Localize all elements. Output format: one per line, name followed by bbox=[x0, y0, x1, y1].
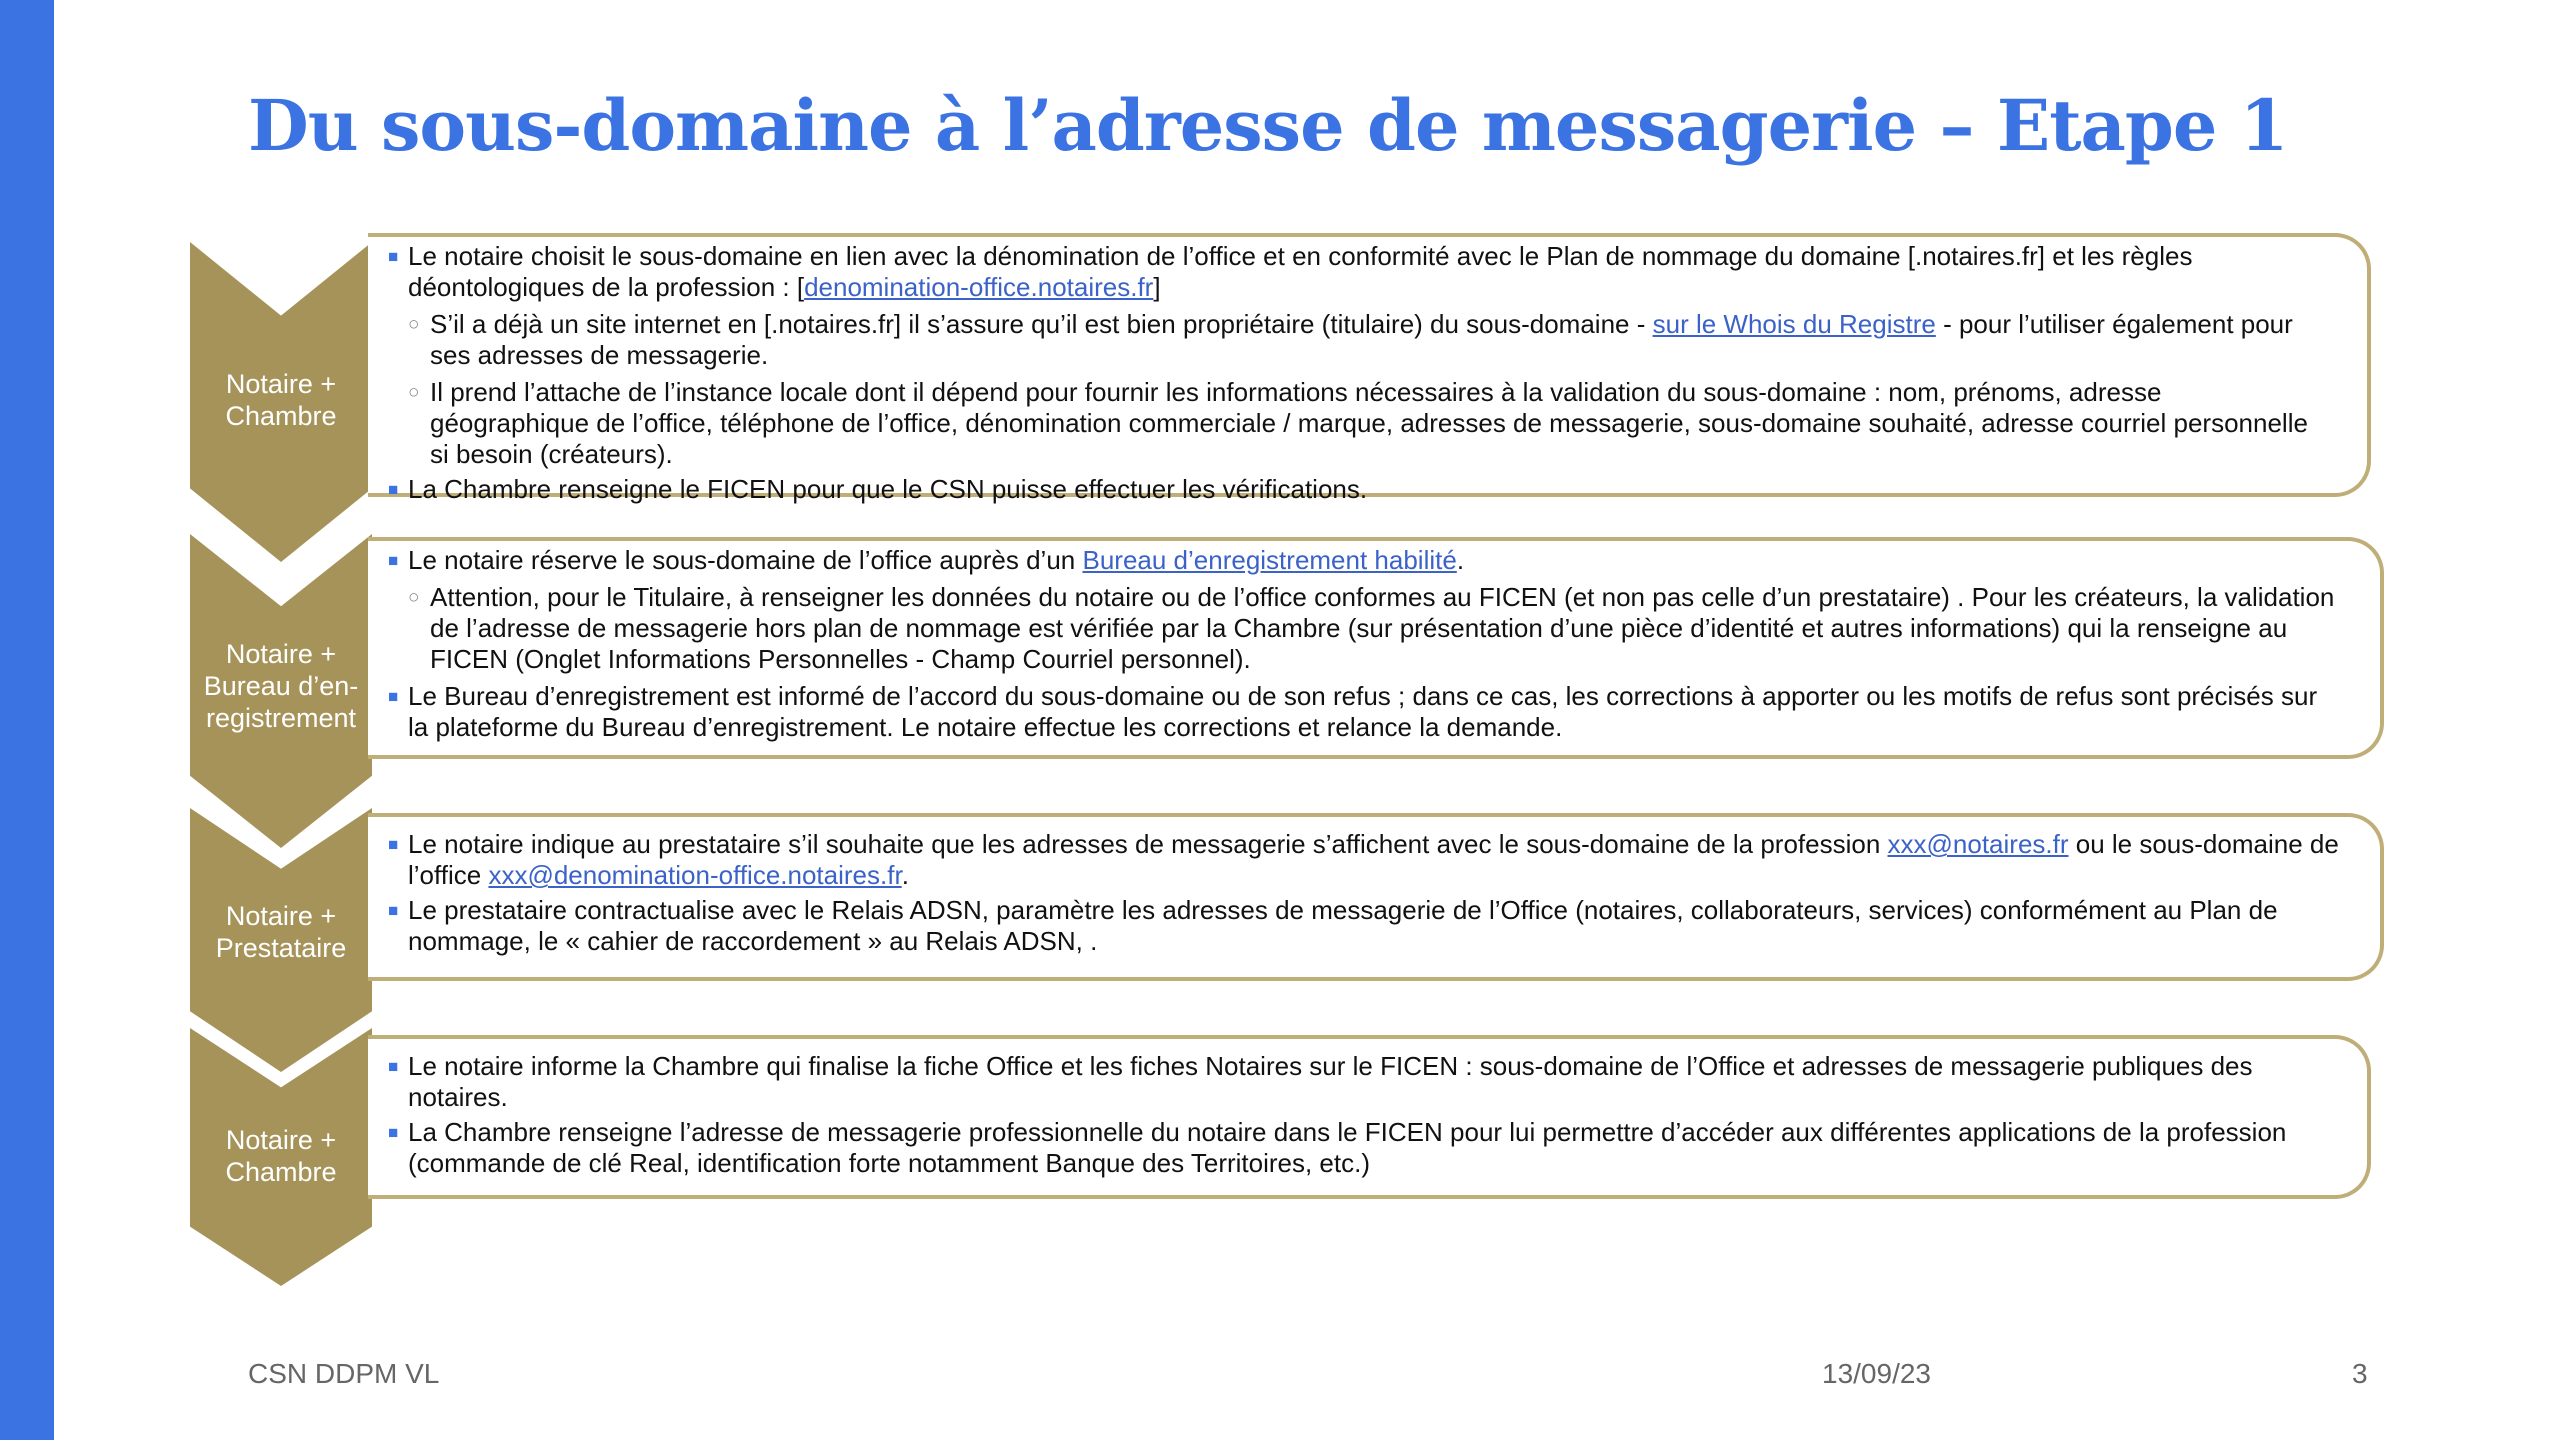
step-1-actor-label: Notaire + Chambre bbox=[225, 369, 337, 431]
slide-number: 3 bbox=[2352, 1358, 2368, 1389]
step-3-bullet-1: ■ Le notaire indique au prestataire s’il souhaite que les adresses de messagerie s’affichent avec le sous-domaine de la profession xxx@notaires.fr ou le sous-domaine de l’office xxx@denomination-office.notaires.fr. bbox=[388, 829, 2339, 890]
step-2-bullet-2: ■ Le Bureau d’enregistrement est informé de l’accord du sous-domaine ou de son refus ; dans ce cas, les corrections à apporter ou les motifs de refus sont précisés sur la plateforme du Bureau d’enregistrement. Le notaire effectue les corrections et relance la demande. bbox=[388, 681, 2318, 742]
step-2-actor-label: Notaire + Bureau d’en- registrement bbox=[203, 639, 359, 733]
step-3-content-box bbox=[368, 813, 2384, 981]
step-4-bullet-2: ■ La Chambre renseigne l’adresse de messagerie professionnelle du notaire dans le FICEN pour lui permettre d’accéder aux différentes applications de la profession (commande de clé Real, identification forte notamment Banque des Territoires, etc.) bbox=[388, 1117, 2287, 1178]
step-3-bullet-2: ■ Le prestataire contractualise avec le Relais ADSN, paramètre les adresses de messagerie de l’Office (notaires, collaborateurs, services) conformément au Plan de nommage, le « cahier de raccordement » au Relais ADSN, . bbox=[388, 895, 2278, 956]
step-2-sub-bullet-1: ○ Attention, pour le Titulaire, à renseigner les données du notaire ou de l’office conformes au FICEN (et non pas celle d’un prestataire) . Pour les créateurs, la validation de l’adresse de messagerie hors plan de nommage est vérifiée par la Chambre (sur présentation d’une pièce d’identité et autres informations) qui la renseigne au FICEN (Onglet Informations Personnelles - Champ Courriel personnel). bbox=[408, 582, 2335, 674]
step-1-sub-bullet-1: ○ S’il a déjà un site internet en [.notaires.fr] il s’assure qu’il est bien propriétaire (titulaire) du sous-domaine - sur le Whois du Registre - pour l’utiliser également pour ses adresses de messagerie. bbox=[408, 309, 2293, 370]
slide-title: Du sous-domaine à l’adresse de messagerie – Etape 1 bbox=[248, 84, 2288, 167]
accent-side-bar bbox=[0, 0, 54, 1440]
denomination-office-link[interactable]: denomination-office.notaires.fr bbox=[804, 272, 1154, 302]
step-2-chevron bbox=[190, 534, 372, 848]
xxx-denomination-office-email-link[interactable]: xxx@denomination-office.notaires.fr bbox=[488, 860, 902, 890]
step-4-content-box bbox=[368, 1035, 2371, 1199]
bureau-enregistrement-link[interactable]: Bureau d’enregistrement habilité bbox=[1082, 545, 1457, 575]
footer-date: 13/09/23 bbox=[1822, 1358, 1931, 1389]
step-1-bullet-1: ■ Le notaire choisit le sous-domaine en lien avec la dénomination de l’office et en conformité avec le Plan de nommage du domaine [.notaires.fr] et les règles déontologiques de la profession : [denomination-office.notaires.fr] bbox=[388, 241, 2193, 302]
step-3-actor-label: Notaire + Prestataire bbox=[215, 901, 347, 963]
step-4-bullet-1: ■ Le notaire informe la Chambre qui finalise la fiche Office et les fiches Notaires sur le FICEN : sous-domaine de l’Office et adresses de messagerie publiques des notaires. bbox=[388, 1051, 2253, 1112]
step-4-chevron bbox=[190, 1028, 372, 1286]
step-1-sub-bullet-2: ○ Il prend l’attache de l’instance locale dont il dépend pour fournir les informations nécessaires à la validation du sous-domaine : nom, prénoms, adresse géographique de l’office, téléphone de l’office, dénomination commerciale / marque, adresses de messagerie, sous-domaine souhaité, adresse courriel personnelle si besoin (créateurs). bbox=[408, 377, 2308, 469]
xxx-notaires-email-link[interactable]: xxx@notaires.fr bbox=[1887, 829, 2069, 859]
step-1-bullet-2: ■ La Chambre renseigne le FICEN pour que le CSN puisse effectuer les vérifications. bbox=[388, 474, 1368, 504]
footer-text: CSN DDPM VL bbox=[248, 1358, 440, 1389]
step-1-content-box bbox=[368, 233, 2371, 504]
step-2-content-box bbox=[368, 537, 2384, 759]
whois-registre-link[interactable]: sur le Whois du Registre bbox=[1652, 309, 1936, 339]
step-2-bullet-1: ■ Le notaire réserve le sous-domaine de l’office auprès d’un Bureau d’enregistrement habilité. bbox=[388, 545, 1465, 575]
step-4-actor-label: Notaire + Chambre bbox=[225, 1125, 337, 1187]
step-1-chevron bbox=[190, 242, 372, 562]
